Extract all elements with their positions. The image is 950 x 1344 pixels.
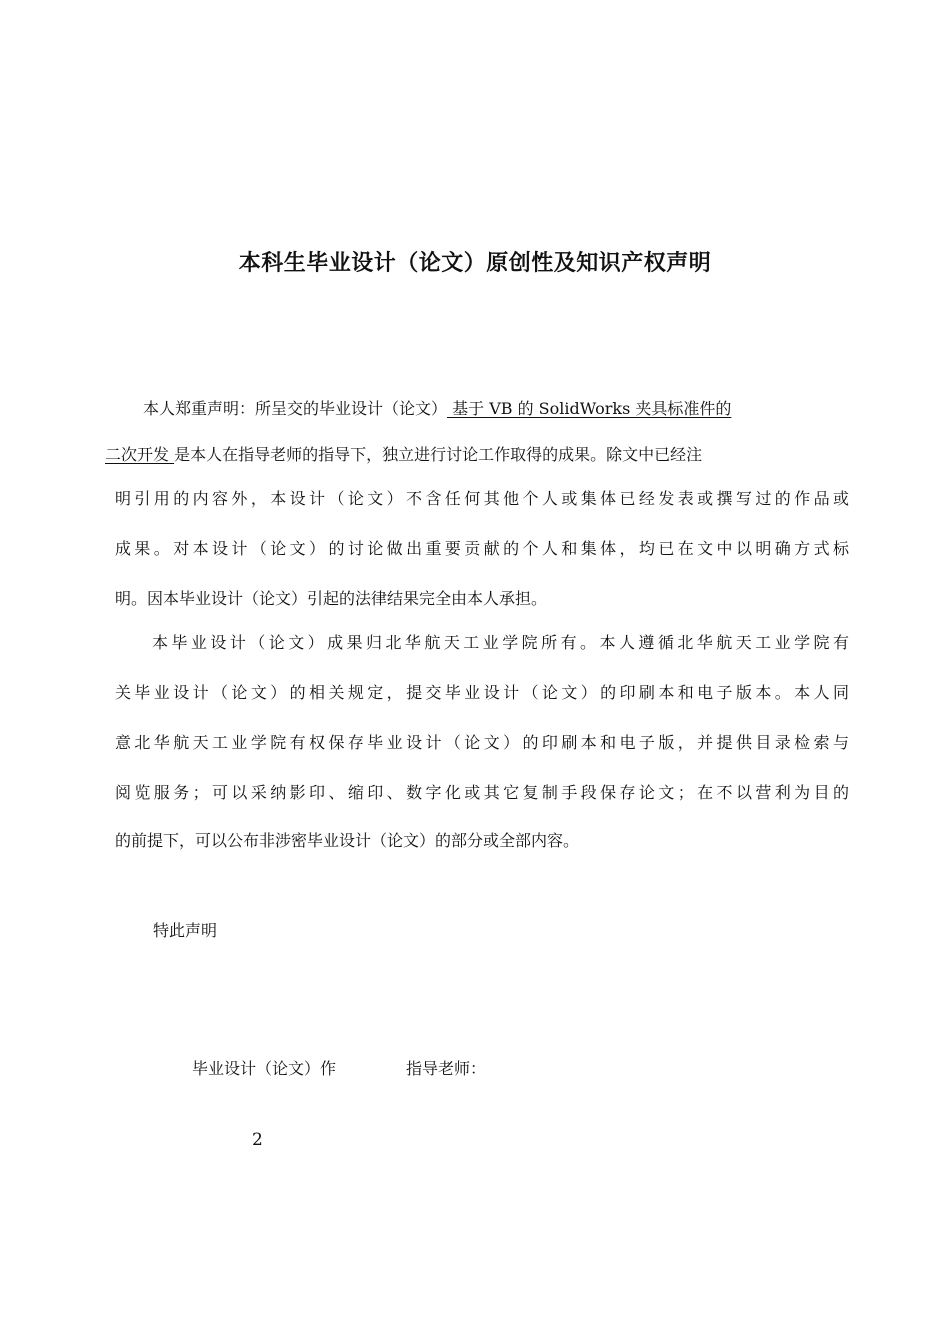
thesis-topic-part-1: 基于 VB 的 SolidWorks 夹具标准件的 — [447, 399, 732, 418]
closing-statement: 特此声明 — [153, 921, 218, 940]
page-number: 2 — [252, 1130, 263, 1150]
copyright-line-5: 的前提下，可以公布非涉密毕业设计（论文）的部分或全部内容。 — [115, 831, 580, 850]
thesis-topic-part-2: 二次开发 — [105, 445, 175, 464]
author-signature-label: 毕业设计（论文）作 — [192, 1059, 337, 1078]
page-title: 本科生毕业设计（论文）原创性及知识产权声明 — [238, 251, 712, 276]
advisor-signature-label: 指导老师： — [406, 1059, 487, 1078]
copyright-line-1: 本毕业设计（论文）成果归北华航天工业学院所有。本人遵循北华航天工业学院有 — [152, 633, 849, 652]
declaration-line-4: 成果。对本设计（论文）的讨论做出重要贡献的个人和集体，均已在文中以明确方式标 — [115, 539, 849, 558]
declaration-line-3: 明引用的内容外，本设计（论文）不含任何其他个人或集体已经发表或撰写过的作品或 — [115, 489, 849, 508]
declaration-line-1 — [143, 398, 731, 420]
declaration-line-2 — [105, 444, 702, 466]
declaration-line-2-text: 是本人在指导老师的指导下，独立进行讨论工作取得的成果。除文中已经注 — [174, 445, 703, 464]
declaration-prefix: 本人郑重声明：所呈交的毕业设计（论文） — [143, 399, 448, 418]
copyright-line-2: 关毕业设计（论文）的相关规定，提交毕业设计（论文）的印刷本和电子版本。本人同 — [115, 683, 849, 702]
declaration-line-5: 明。因本毕业设计（论文）引起的法律结果完全由本人承担。 — [115, 589, 548, 608]
copyright-line-4: 阅览服务；可以采纳影印、缩印、数字化或其它复制手段保存论文；在不以营利为目的 — [115, 783, 849, 802]
copyright-line-3: 意北华航天工业学院有权保存毕业设计（论文）的印刷本和电子版，并提供目录检索与 — [115, 733, 849, 752]
